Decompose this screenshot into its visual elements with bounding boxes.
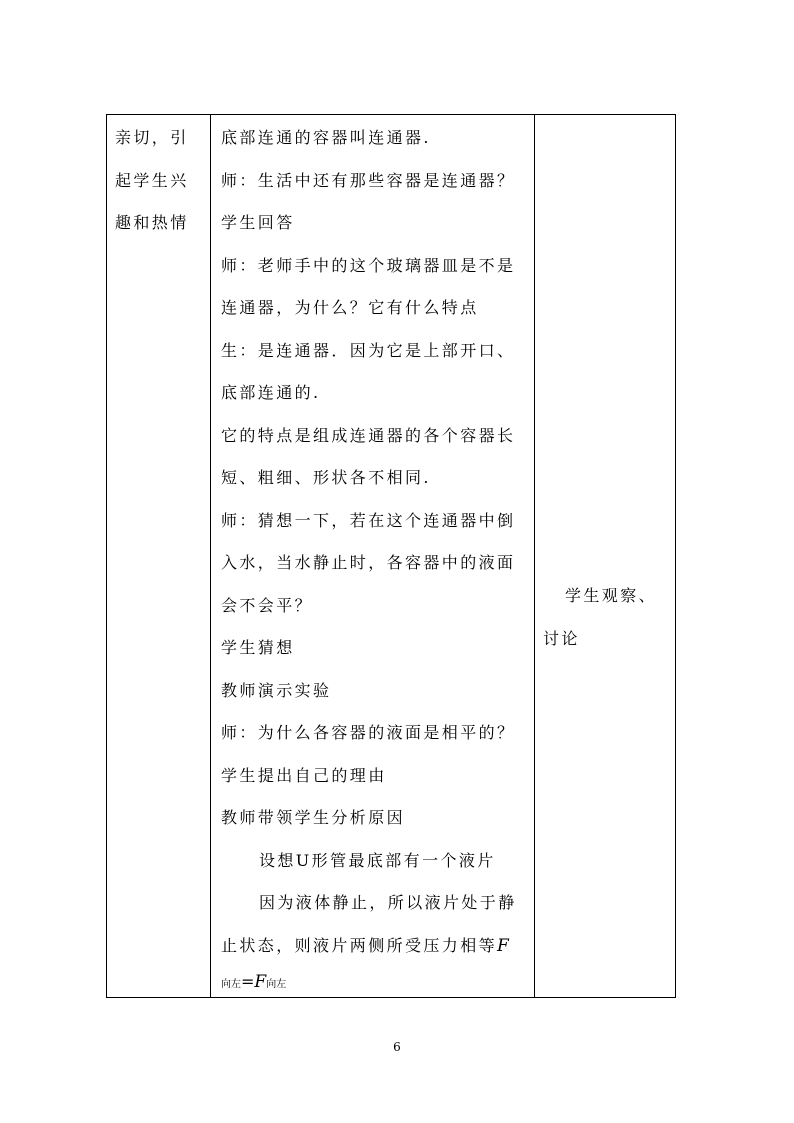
- cell-text-line: 会不会平？: [221, 595, 314, 615]
- cell-text-line: 师：猜想一下，若在这个连通器中倒: [221, 510, 516, 530]
- cell-text-line: 讨论: [543, 628, 580, 648]
- force-symbol: F: [497, 935, 509, 956]
- student-activity-cell: [535, 115, 676, 998]
- cell-text-line: 教师演示实验: [221, 680, 332, 700]
- cell-text-line: 生：是连通器．因为它是上部开口、: [221, 340, 516, 360]
- force-subscript-left: 向左: [221, 979, 241, 990]
- cell-text-line: 师：生活中还有那些容器是连通器？: [221, 170, 516, 190]
- cell-text-line: 学生提出自己的理由: [221, 765, 387, 785]
- cell-text-line: 学生猜想: [221, 638, 295, 657]
- page-number: 6: [393, 1040, 401, 1054]
- cell-text-line: 入水，当水静止时，各容器中的液面: [221, 553, 516, 572]
- cell-spacer: [543, 115, 675, 575]
- force-subscript-right: 向左: [266, 979, 287, 990]
- cell-text-line: 教师带领学生分析原因: [221, 808, 406, 827]
- cell-text-line: 它的特点是组成连通器的各个容器长: [221, 425, 516, 445]
- cell-text-line: 学生观察、: [565, 586, 658, 605]
- cell-text-line: 起学生兴: [115, 170, 189, 190]
- force-symbol: F: [254, 972, 267, 992]
- cell-text-line: 连通器，为什么？它有什么特点: [221, 298, 479, 317]
- cell-text-line: 设想U形管最底部有一个液片: [259, 850, 496, 870]
- cell-text-line: 底部连通的容器叫连通器.: [221, 128, 431, 147]
- teaching-process-cell: [211, 115, 535, 998]
- cell-text-line: 师：老师手中的这个玻璃器皿是不是: [221, 255, 516, 275]
- table-row: [107, 115, 676, 998]
- cell-text-line: 亲切，引: [115, 128, 189, 147]
- cell-text-line: 因为液体静止，所以液片处于静: [259, 893, 517, 912]
- cell-text-line: 底部连通的.: [221, 383, 321, 402]
- cell-text-line: [221, 925, 534, 968]
- cell-text-line: 短、粗细、形状各不相同.: [221, 468, 431, 487]
- cell-text-line: 师：为什么各容器的液面是相平的？: [221, 723, 516, 742]
- cell-text-line: 趣和热情: [115, 213, 189, 232]
- cell-text-fragment: 止状态，则液片两侧所受压力相等: [221, 935, 498, 955]
- cell-text-line: 学生回答: [221, 213, 295, 232]
- design-intent-cell: [107, 115, 211, 998]
- lesson-table: [106, 114, 676, 998]
- force-equation: [221, 967, 534, 997]
- equals-sign: =: [241, 972, 255, 991]
